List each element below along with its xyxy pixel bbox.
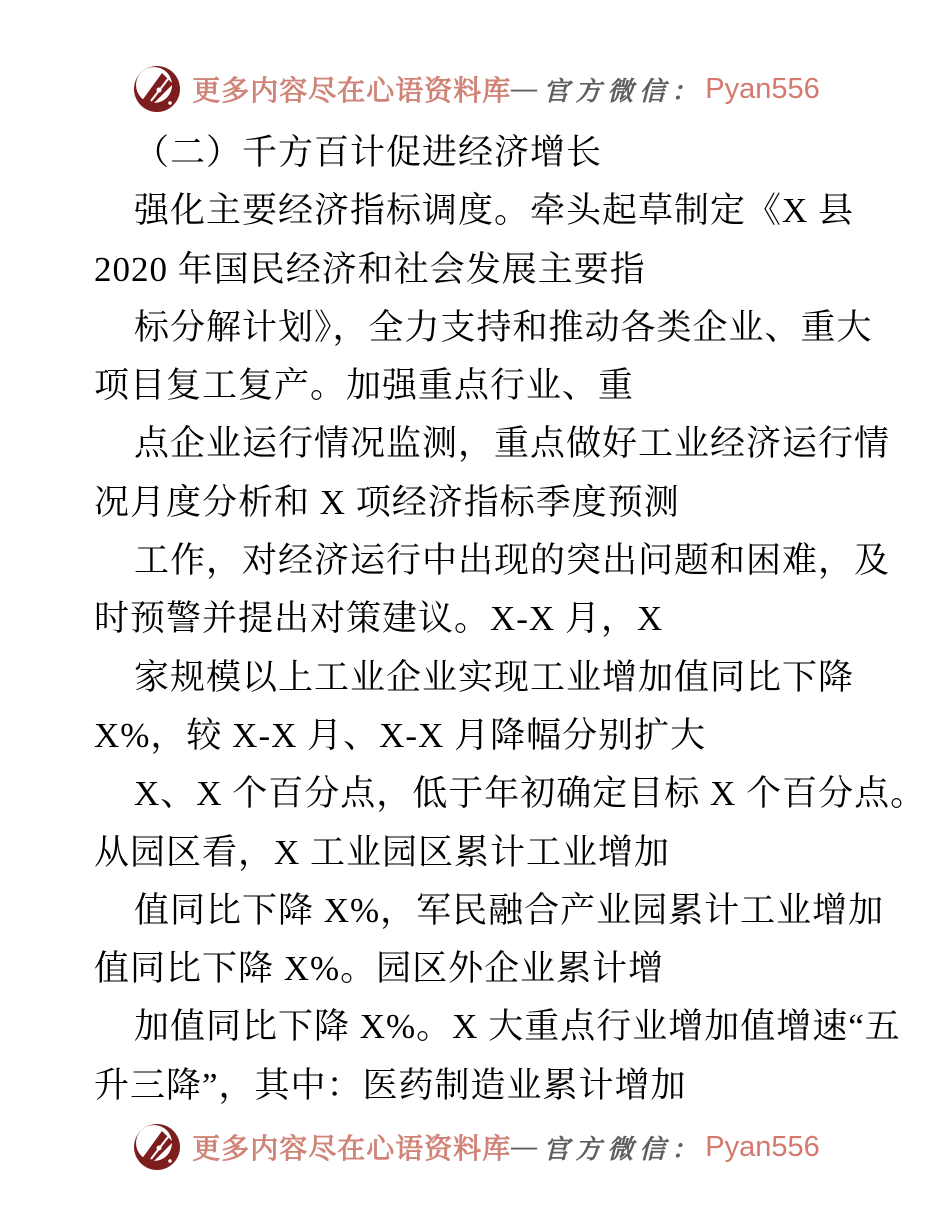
watermark-brand-text: 更多内容尽在心语资料库 [192, 1134, 512, 1165]
doc-line: 升三降”，其中：医药制造业累计增加 [94, 1065, 687, 1105]
watermark-wechat-id: Pyan556 [705, 1130, 820, 1163]
document-body [94, 124, 927, 1115]
section-heading: （二）千方百计促进经济增长 [134, 133, 603, 172]
doc-line: 值同比下降 X%，军民融合产业园累计工业增加 [134, 890, 885, 930]
doc-line: 家规模以上工业企业实现工业增加值同比下降 [134, 657, 855, 697]
watermark-wechat-label: 官方微信： [543, 76, 704, 106]
doc-line: X%，较 X-X 月、X-X 月降幅分别扩大 [94, 715, 707, 755]
doc-line: 值同比下降 X%。园区外企业累计增 [94, 949, 665, 989]
watermark-brand-text: 更多内容尽在心语资料库 [192, 76, 512, 107]
doc-line: 点企业运行情况监测，重点做好工业经济运行情 [134, 424, 891, 464]
watermark-header [0, 60, 950, 118]
watermark-footer [0, 1118, 950, 1176]
watermark-wechat-id: Pyan556 [705, 72, 820, 105]
doc-line: X、X 个百分点，低于年初确定目标 X 个百分点。 [134, 774, 927, 814]
doc-line: 2020 年国民经济和社会发展主要指 [94, 249, 646, 289]
watermark-separator: — [511, 1132, 544, 1161]
doc-line: 时预警并提出对策建议。X-X 月，X [94, 599, 664, 639]
doc-line: 工作，对经济运行中出现的突出问题和困难，及 [134, 541, 891, 581]
pen-logo-icon [130, 62, 184, 116]
watermark-wechat-label: 官方微信： [543, 1134, 704, 1164]
doc-line: 加值同比下降 X%。X 大重点行业增加值增速“五 [134, 1007, 901, 1047]
doc-line: 标分解计划》，全力支持和推动各类企业、重大 [134, 307, 873, 347]
doc-line: 况月度分析和 X 项经济指标季度预测 [94, 482, 680, 522]
pen-logo-icon [130, 1120, 184, 1174]
watermark-separator: — [511, 74, 544, 103]
doc-line: 强化主要经济指标调度。牵头起草制定《X 县 [134, 191, 855, 231]
doc-line: 从园区看，X 工业园区累计工业增加 [94, 832, 671, 872]
doc-line: 项目复工复产。加强重点行业、重 [94, 366, 635, 406]
